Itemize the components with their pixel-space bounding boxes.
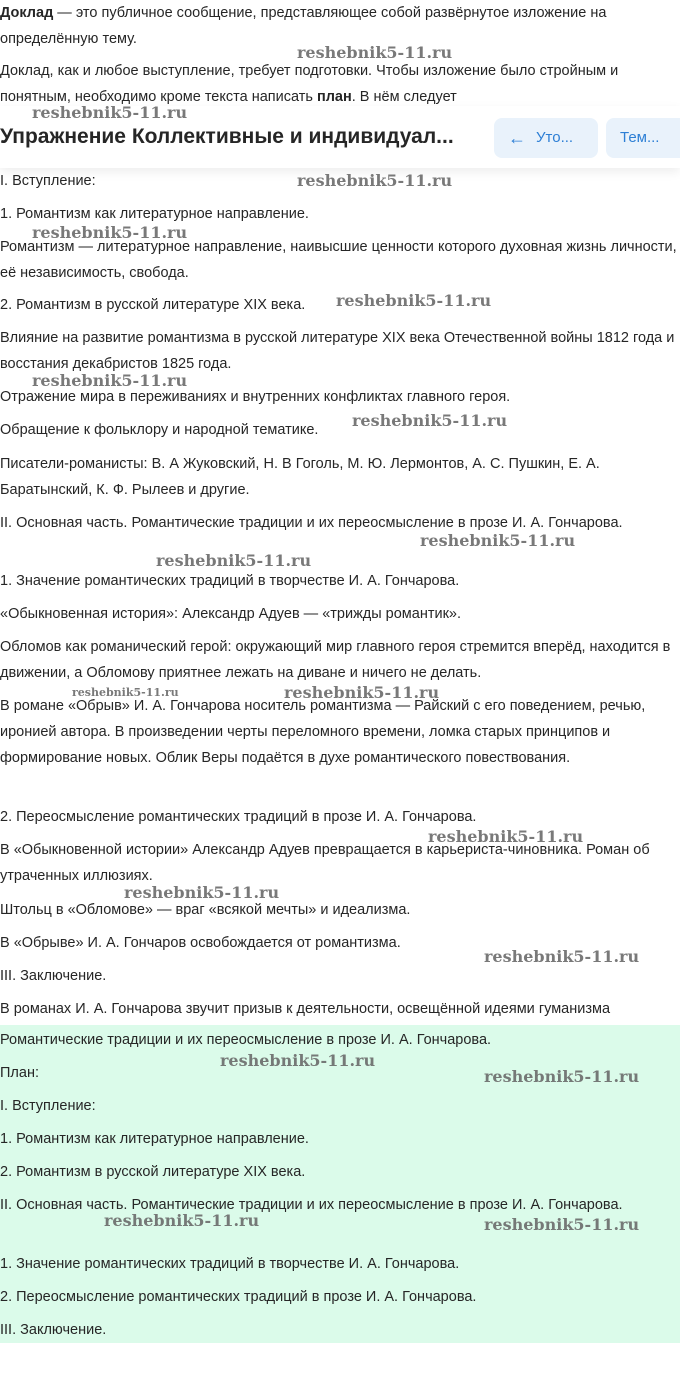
plan-line: В «Обрыве» И. А. Гончаров освобождается от романтизма. <box>0 935 401 951</box>
prev-exercise-label: Уто... <box>536 129 574 146</box>
watermark: reshebnik5-11.ru <box>297 171 453 190</box>
plan-line: Романтизм — литературное направление, наивысшие ценности которого духовная жизнь личности, её независимость, свобода. <box>0 239 677 281</box>
plan-line: В романах И. А. Гончарова звучит призыв к деятельности, освещённой идеями гуманизма <box>0 1001 611 1017</box>
intro-definition: — это публичное сообщение, представляющее собой развёрнутое изложение на определённую тему. <box>0 5 607 47</box>
watermark: reshebnik5-11.ru <box>32 103 188 122</box>
watermark: reshebnik5-11.ru <box>284 683 440 702</box>
next-exercise-button[interactable] <box>606 118 680 158</box>
plan-line: Обломов как романический герой: окружающий мир главного героя стремится вперёд, находится в движении, а Обломову приятнее лежать на диване и ничего не делать. <box>0 639 671 681</box>
watermark: reshebnik5-11.ru <box>352 411 508 430</box>
plan-line: Отражение мира в переживаниях и внутренних конфликтах главного героя. <box>0 389 511 405</box>
plan-line: «Обыкновенная история»: Александр Адуев — «трижды романтик». <box>0 606 462 622</box>
answer-line: 2. Романтизм в русской литературе XIX века. <box>0 1164 306 1180</box>
plan-line: Влияние на развитие романтизма в русской литературе XIX века Отечественной войны 1812 года и восстания декабристов 1825 года. <box>0 330 675 372</box>
next-exercise-label: Тем... <box>620 129 660 146</box>
watermark: reshebnik5-11.ru <box>220 1051 376 1070</box>
intro-p2-bold: план <box>316 89 352 105</box>
answer-line: 1. Значение романтических традиций в творчестве И. А. Гончарова. <box>0 1256 460 1272</box>
intro-paragraph-2 <box>0 58 680 106</box>
answer-line: III. Заключение. <box>0 1322 107 1338</box>
watermark: reshebnik5-11.ru <box>484 1215 640 1234</box>
plan-line: I. Вступление: <box>0 173 96 189</box>
answer-line: II. Основная часть. Романтические традиции и их переосмысление в прозе И. А. Гончарова. <box>0 1197 623 1213</box>
answer-line: Романтические традиции и их переосмысление в прозе И. А. Гончарова. <box>0 1032 492 1048</box>
answer-line: План: <box>0 1065 39 1081</box>
watermark: reshebnik5-11.ru <box>484 1067 640 1086</box>
watermark: reshebnik5-11.ru <box>428 827 584 846</box>
plan-line: Обращение к фольклору и народной тематике. <box>0 422 319 438</box>
watermark: reshebnik5-11.ru <box>104 1211 260 1230</box>
prev-exercise-button[interactable] <box>494 118 598 158</box>
answer-line: 1. Романтизм как литературное направление. <box>0 1131 309 1147</box>
watermark: reshebnik5-11.ru <box>336 291 492 310</box>
watermark: reshebnik5-11.ru <box>297 43 453 62</box>
page-title: Упражнение Коллективные и индивидуал... <box>0 125 454 148</box>
plan-line: Писатели-романисты: В. А Жуковский, Н. В Гоголь, М. Ю. Лермонтов, А. С. Пушкин, Е. А. Баратынский, К. Ф. Рылеев и другие. <box>0 456 600 498</box>
arrow-left-icon: ← <box>508 128 526 148</box>
plan-line: III. Заключение. <box>0 968 107 984</box>
plan-line: Штольц в «Обломове» — враг «всякой мечты» и идеализма. <box>0 902 411 918</box>
plan-line: 2. Романтизм в русской литературе XIX века. <box>0 297 306 313</box>
answer-line: I. Вступление: <box>0 1098 96 1114</box>
intro-term: Доклад <box>0 5 54 21</box>
plan-line: 1. Романтизм как литературное направление. <box>0 206 309 222</box>
plan-line: II. Основная часть. Романтические традиции и их переосмысление в прозе И. А. Гончарова. <box>0 515 623 531</box>
intro-p2-end: . В нём следует <box>351 89 457 105</box>
watermark: reshebnik5-11.ru <box>32 223 188 242</box>
plan-line: 2. Переосмысление романтических традиций в прозе И. А. Гончарова. <box>0 809 477 825</box>
plan-line: 1. Значение романтических традиций в творчестве И. А. Гончарова. <box>0 573 460 589</box>
watermark: reshebnik5-11.ru <box>124 883 280 902</box>
plan-line: В «Обыкновенной истории» Александр Адуев превращается в карьериста-чиновника. Роман об утраченных иллюзиях. <box>0 842 650 884</box>
watermark: reshebnik5-11.ru <box>420 531 576 550</box>
intro-p2-start: Доклад, как и любое выступление, требует подготовки. Чтобы изложение было стройным и понятным, необходимо кроме текста написать <box>0 63 619 105</box>
answer-line: 2. Переосмысление романтических традиций в прозе И. А. Гончарова. <box>0 1289 477 1305</box>
plan-line: В романе «Обрыв» И. А. Гончарова носитель романтизма — Райский с его поведением, речью, иронией автора. В произведении черты переломного времени, ломка старых принципов и формирование новых. Облик Веры подаётся в духе романтического повествования. <box>0 698 646 766</box>
watermark: reshebnik5-11.ru <box>32 371 188 390</box>
watermark: reshebnik5-11.ru <box>72 686 179 699</box>
watermark: reshebnik5-11.ru <box>156 551 312 570</box>
watermark: reshebnik5-11.ru <box>484 947 640 966</box>
